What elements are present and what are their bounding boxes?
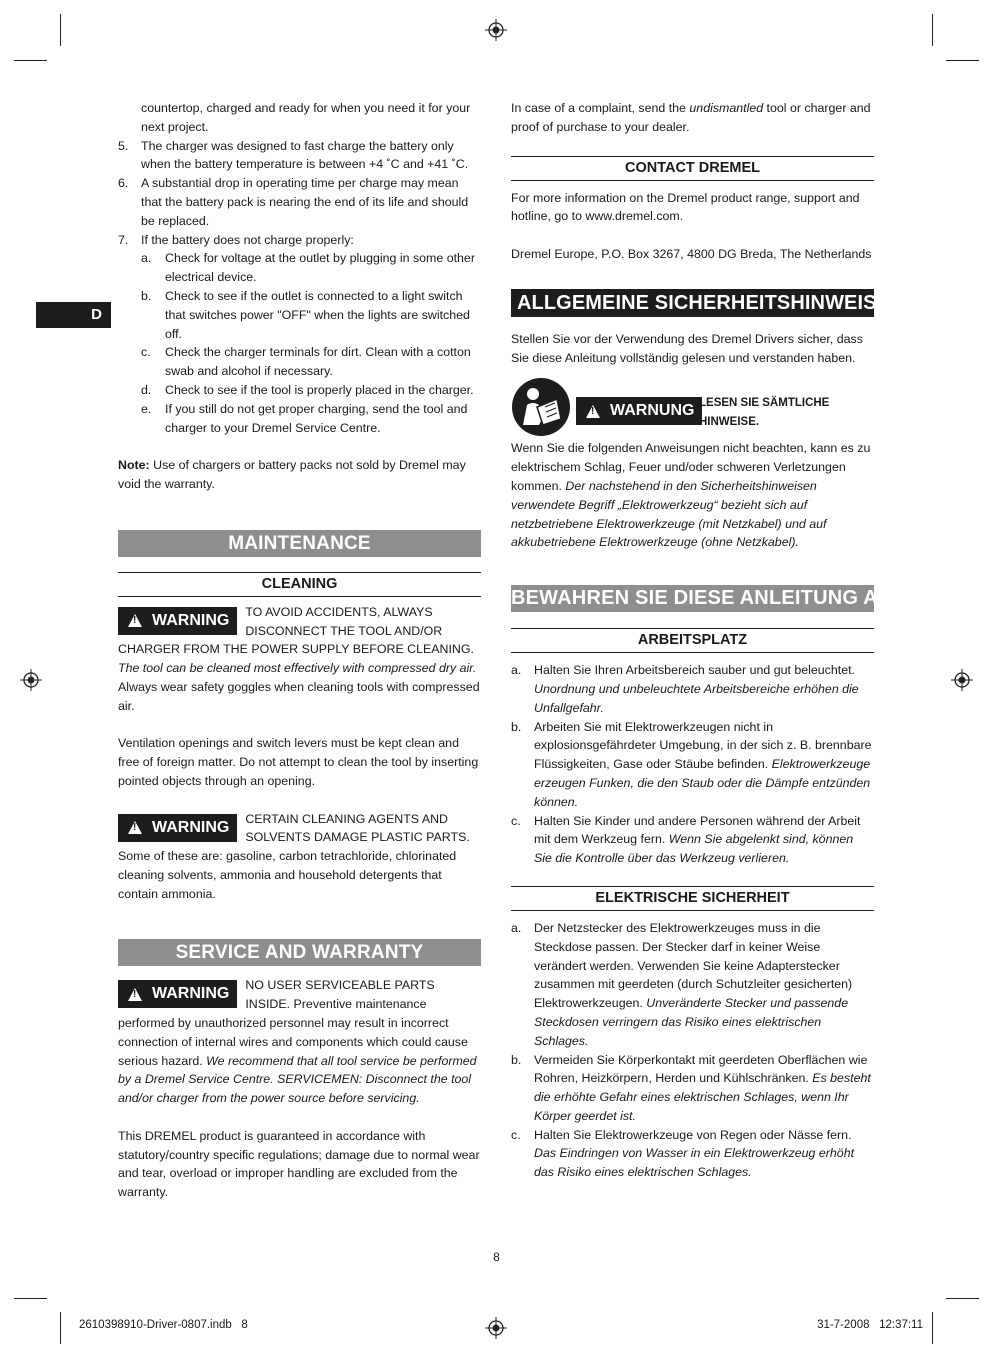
list-item-text: Der Netzstecker des Elektrowerkzeuges muss in die Steckdose passen. Der Stecker darf in keiner Weise verändert werden. Verwenden Sie keine Adapterstecker zusammen mit geerdeten (durch Schutzleiter gesicherten) Elektrowerkzeugen. (534, 920, 853, 1011)
registration-mark-icon (485, 19, 507, 41)
sublist-item (141, 381, 481, 400)
list-item (511, 1051, 874, 1126)
registration-mark-icon (951, 669, 973, 691)
sublist-item (141, 287, 481, 343)
elektrische-heading: ELEKTRISCHE SICHERHEIT (511, 886, 874, 911)
list-item-text: Arbeiten Sie mit Elektrowerkzeugen nicht in explosionsgefährdeter Umgebung, in der sich z. B. brennbare Flüssigkeiten, Gase oder Stäube befinden. (534, 719, 872, 772)
list-item (511, 661, 874, 717)
list-item-text: Vermeiden Sie Körperkontakt mit geerdeten Oberflächen wie Rohren, Heizkörpern, Herden und Kühlschränken. (534, 1052, 868, 1086)
warning-triangle-icon (128, 614, 142, 627)
warning-text: Always wear safety goggles when cleaning tools with compressed air. (118, 679, 480, 713)
allgemeine-paragraph: Stellen Sie vor der Verwendung des Dremel Drivers sicher, dass Sie diese Anleitung vollständig gelesen und verstanden haben. (511, 331, 863, 365)
note-label: Note: (118, 458, 150, 473)
list-item-text: Halten Sie Ihren Arbeitsbereich sauber und gut beleuchtet. (534, 663, 855, 678)
list-item (511, 812, 874, 868)
language-tab-label: D (91, 306, 102, 323)
complaint-paragraph (511, 99, 874, 137)
arbeitsplatz-list (511, 661, 874, 868)
list-marker: c. (141, 345, 151, 360)
note-paragraph (118, 456, 481, 494)
crop-mark (946, 60, 979, 61)
list-item-text: Halten Sie Elektrowerkzeuge von Regen oder Nässe fern. (534, 1127, 852, 1142)
charger-sublist (141, 249, 481, 437)
list-item-italic: Unveränderte Stecker und passende Steckdosen verringern das Risiko eines elektrischen Schlages. (534, 996, 849, 1048)
warning-italic-text: The tool can be cleaned most effectively with compressed dry air. (118, 661, 477, 676)
list-item (511, 1126, 874, 1182)
warning-label: WARNING (152, 611, 230, 629)
warnung-italic: Der nachstehend in den Sicherheitshinweisen verwendete Begriff „Elektrowerkzeug“ bezieht sich auf netzbetriebene Elektrowerkzeuge (mit Netzkabel) und auf akkubetriebene Elektrowerkzeuge (ohne Netzkabel). (511, 478, 827, 550)
language-tab (36, 302, 111, 328)
note-text: Use of chargers or battery packs not sold by Dremel may void the warranty. (118, 458, 466, 491)
list-item-italic: Unordnung und unbeleuchtete Arbeitsbereiche erhöhen die Unfallgefahr. (534, 681, 859, 715)
list-item (118, 231, 481, 438)
list-marker: a. (511, 920, 522, 935)
intro-continuation: countertop, charged and ready for when you need it for your next project. (141, 101, 471, 134)
list-marker: c. (511, 1127, 521, 1142)
solvents-warning (118, 810, 481, 904)
list-marker: a. (511, 663, 522, 678)
warning-triangle-icon (128, 821, 142, 834)
list-item-italic: Es besteht die erhöhte Gefahr eines elektrischen Schlages, wenn Ihr Körper geerdet ist. (534, 1071, 871, 1123)
warning-triangle-icon (128, 988, 142, 1001)
warning-badge (118, 980, 237, 1008)
list-item (118, 137, 481, 175)
warranty-paragraph: This DREMEL product is guaranteed in accordance with statutory/country specific regulations; damage due to normal wear and tear, overload or improper handling are excluded from the warranty. (118, 1128, 480, 1200)
warning-italic-text: We recommend that all tool service be performed by a Dremel Service Centre. SERVICEMEN: Disconnect the tool and/or charger from the power source before servicing. (118, 1053, 477, 1106)
lesen-text: LESEN SIE SÄMTLICHE HINWEISE. (699, 397, 830, 428)
complaint-italic: undismantled (689, 101, 764, 115)
list-item-italic: Elektrowerkzeuge erzeugen Funken, die den Staub oder die Dämpfe entzünden können. (534, 757, 871, 809)
list-marker: 6. (118, 176, 129, 191)
sublist-item-text: Check the charger terminals for dirt. Clean with a cotton swab and alcohol if necessary. (165, 345, 471, 379)
list-item (118, 174, 481, 230)
page-number: 8 (493, 1250, 500, 1264)
service-warning (118, 976, 481, 1108)
list-item-text: The charger was designed to fast charge the battery only when the battery temperature is between +4 ˚C and +41 ˚C. (141, 138, 469, 172)
crop-mark (60, 1312, 61, 1344)
warning-label: WARNING (152, 818, 230, 836)
cleaning-warning (118, 603, 481, 716)
warning-label: WARNING (152, 985, 230, 1003)
warnung-block (511, 377, 874, 439)
list-item-text: A substantial drop in operating time per charge may mean that the battery pack is nearing the end of its life and should be replaced. (141, 176, 469, 228)
footer-timestamp: 31-7-2008 12:37:11 (817, 1319, 923, 1331)
bewahren-heading: BEWAHREN SIE DIESE ANLEITUNG AUF (511, 585, 874, 612)
warnung-badge (576, 397, 702, 425)
warning-text: Preventive maintenance performed by unauthorized personnel may result in incorrect connection of internal wires and components which could cause serious hazard. (118, 997, 468, 1068)
maintenance-heading: MAINTENANCE (118, 530, 481, 557)
complaint-text: In case of a complaint, send the (511, 101, 690, 115)
list-item (511, 919, 874, 1051)
allgemeine-heading: ALLGEMEINE SICHERHEITSHINWEISE (511, 289, 874, 317)
sublist-item-text: Check for voltage at the outlet by plugging in some other electrical device. (165, 251, 475, 285)
list-marker: d. (141, 382, 152, 397)
crop-mark (932, 14, 933, 46)
list-marker: 7. (118, 232, 129, 247)
footer-file-info: 2610398910-Driver-0807.indb 8 (79, 1319, 248, 1331)
warning-triangle-icon (586, 405, 600, 418)
list-marker: c. (511, 813, 521, 828)
warning-text: Some of these are: gasoline, carbon tetrachloride, chlorinated cleaning solvents, ammonia and household detergents that contain ammonia. (118, 849, 457, 901)
list-marker: a. (141, 251, 152, 266)
sublist-item-text: If you still do not get proper charging, send the tool and charger to your Dremel Service Centre. (165, 401, 468, 435)
crop-mark (14, 60, 47, 61)
sublist-item-text: Check to see if the tool is properly placed in the charger. (165, 382, 474, 397)
contact-heading: CONTACT DREMEL (511, 156, 874, 181)
list-marker: e. (141, 401, 152, 416)
ventilation-paragraph: Ventilation openings and switch levers must be kept clean and free of foreign matter. Do not attempt to clean the tool by inserting pointed objects through an opening. (118, 736, 479, 788)
address-paragraph: Dremel Europe, P.O. Box 3267, 4800 DG Breda, The Netherlands (511, 246, 872, 261)
warning-caps-text: CERTAIN CLEANING AGENTS AND SOLVENTS DAMAGE PLASTIC PARTS. (245, 811, 470, 845)
crop-mark (60, 14, 61, 46)
list-marker: b. (141, 288, 152, 303)
warning-badge (118, 607, 237, 635)
list-item-italic: Wenn Sie abgelenkt sind, können Sie die Kontrolle über das Werkzeug verlieren. (534, 832, 854, 866)
sublist-item (141, 343, 481, 381)
elektrische-list (511, 919, 874, 1182)
contact-paragraph: For more information on the Dremel product range, support and hotline, go to www.dremel.com. (511, 190, 860, 224)
warnung-label: WARNUNG (610, 402, 695, 420)
list-item-italic: Das Eindringen von Wasser in ein Elektrowerkzeug erhöht das Risiko eines elektrischen Schlages. (534, 1146, 855, 1180)
left-column (118, 99, 481, 1202)
arbeitsplatz-heading: ARBEITSPLATZ (511, 628, 874, 653)
warnung-paragraph (511, 439, 874, 552)
crop-mark (946, 1298, 979, 1299)
registration-mark-icon (20, 669, 42, 691)
list-marker: b. (511, 1052, 522, 1067)
right-column (511, 99, 905, 1182)
charger-list (118, 137, 481, 438)
list-marker: 5. (118, 138, 129, 153)
list-marker: b. (511, 719, 522, 734)
sublist-item (141, 249, 481, 287)
cleaning-heading: CLEANING (118, 572, 481, 597)
sublist-item-text: Check to see if the outlet is connected to a light switch that switches power "OFF" when the lights are switched off. (165, 288, 470, 341)
read-manual-icon (511, 377, 571, 437)
warning-caps-text: TO AVOID ACCIDENTS, ALWAYS DISCONNECT THE TOOL AND/OR CHARGER FROM THE POWER SUPPLY BEFORE CLEANING. (118, 604, 474, 657)
service-warranty-heading: SERVICE AND WARRANTY (118, 939, 481, 966)
registration-mark-icon (485, 1317, 507, 1339)
list-item (511, 718, 874, 812)
warning-caps-text: NO USER SERVICEABLE PARTS INSIDE. (245, 978, 435, 1012)
sublist-item (141, 400, 481, 438)
complaint-text: tool or charger and proof of purchase to your dealer. (511, 101, 871, 134)
warning-badge (118, 814, 237, 842)
list-item-text: If the battery does not charge properly: (141, 232, 354, 247)
list-item-text: Halten Sie Kinder und andere Personen während der Arbeit mit dem Werkzeug fern. (534, 813, 861, 847)
warnung-text: Wenn Sie die folgenden Anweisungen nicht beachten, kann es zu elektrischem Schlag, Feuer und/oder schweren Verletzungen kommen. (511, 441, 871, 493)
crop-mark (14, 1298, 47, 1299)
crop-mark (932, 1312, 933, 1344)
